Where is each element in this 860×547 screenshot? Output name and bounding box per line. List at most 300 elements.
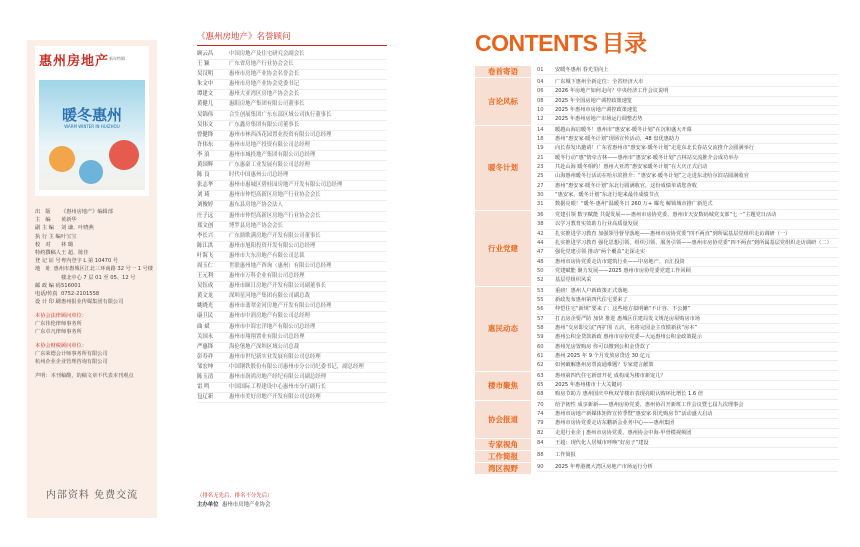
advisor-row xyxy=(197,151,387,161)
info-label: 主 编 xyxy=(35,217,51,224)
advisor-org: 惠州市房地产投资有限公司总经理 xyxy=(229,141,310,148)
contents-header xyxy=(475,25,838,58)
toc-entry-title: 惠州市房协党委走访东鹏新会业务中心——惠州集团 xyxy=(555,420,675,427)
toc-page-number: 59 xyxy=(537,334,544,341)
sponsor-name: 惠州市房地产业协会 xyxy=(222,502,271,508)
advisor-name: 吴汉明 xyxy=(197,71,214,78)
advisor-row xyxy=(197,333,387,343)
toc-items xyxy=(537,372,838,400)
toc-page-number: 38 xyxy=(537,221,544,228)
advisor-row xyxy=(197,90,387,100)
info-value: 惠州报业传媒集团有限公司 xyxy=(61,299,124,306)
advisor-org: 惠州市仲恺高新区房地产行业协会会长 xyxy=(229,212,321,219)
sponsor-label: 主办单位 xyxy=(197,502,219,508)
advisor-row xyxy=(197,292,387,302)
advisor-org: 惠州市美好房地产开发有限公司总经理 xyxy=(229,394,321,401)
toc-page-number: 88 xyxy=(537,452,544,459)
advisor-row xyxy=(197,111,387,121)
advisor-org: 广东省房地产行业协会会长 xyxy=(229,61,294,68)
toc-page-number: 55 xyxy=(537,296,544,303)
toc-entry[interactable] xyxy=(537,305,838,314)
toc-entry[interactable] xyxy=(537,191,838,200)
toc-entry[interactable] xyxy=(537,248,838,257)
advisor-org: 惠州市大东房地产有限公司总裁 xyxy=(229,252,305,259)
advisor-org: 广东鑫房集团有限公司董事长 xyxy=(229,121,300,128)
toc-entry[interactable] xyxy=(537,429,838,438)
advisor-row xyxy=(197,252,387,262)
table-of-contents xyxy=(475,66,838,475)
info-row xyxy=(35,298,153,306)
toc-items xyxy=(537,126,838,210)
advisor-org: 世联惠州地产咨询（惠州）有限公司总经理 xyxy=(229,262,332,269)
info-row xyxy=(35,290,153,298)
toc-section xyxy=(475,401,838,439)
advisor-name: 包辽新 xyxy=(197,394,214,401)
toc-entry[interactable] xyxy=(537,258,838,267)
toc-page-number: 30 xyxy=(537,192,544,199)
toc-entry-title: 惠州“惠安家·暖冬计划”东北行圆满收官，这份成绩单请您查收 xyxy=(555,182,697,189)
advisor-org: 合生创展集团广东东部区域公司执行董事长 xyxy=(229,111,332,118)
toc-page-number: 62 xyxy=(537,362,544,369)
advisors-note: （排名无先后，排名不分先后） xyxy=(197,493,273,499)
toc-page-number: 23 xyxy=(537,164,544,171)
toc-entry-title: 惠州公积金贷款新政 惠州市房协党委—大运惠州公积金政策提示 xyxy=(555,334,702,341)
toc-entry[interactable] xyxy=(537,154,838,163)
toc-entry[interactable] xyxy=(537,106,838,115)
advisor-name: 李长兴 xyxy=(197,232,214,239)
cover-masthead: 惠州房地产 xyxy=(39,54,110,69)
toc-entry-title: 购房节助力 惠州国庆中秋双节楼市表现亮眼认购环比增长 1.6 倍 xyxy=(555,391,704,398)
toc-entry-title: 2025 年惠州市房地产调控政策速览 xyxy=(555,107,638,114)
info-label: 特约撰稿人 xyxy=(35,250,61,257)
toc-section-name[interactable]: 惠民动态 xyxy=(475,287,531,371)
toc-entry-title: 强化党建引领 推动“两个覆盖”走深走实 xyxy=(555,249,646,256)
toc-section-name[interactable]: 协会报道 xyxy=(475,401,531,438)
toc-page-number: 63 xyxy=(537,372,544,379)
toc-entry-title: 2025 年惠州房地产市场运行调整态势 xyxy=(555,116,643,123)
advisor-org: 中国房地产及住宅研究会副会长 xyxy=(229,51,305,57)
info-row xyxy=(35,224,153,232)
toc-entry-title: 惠州“交房即交证”再扩围 五店，名将完园金主攻惯新获“房本” xyxy=(555,324,698,331)
advisor-name: 邹宏坤 xyxy=(197,363,214,370)
advisor-org: 惠州市中海宏洋地产有限公司总经理 xyxy=(229,323,316,330)
advisor-name: 雷 鸣 xyxy=(197,384,210,391)
info-row xyxy=(35,233,153,241)
toc-page-number: 56 xyxy=(537,306,544,313)
toc-entry-title: 党建赋能 聚力发展——2025 惠州市房协党委党建工作回顾 xyxy=(555,267,691,274)
toc-entry-title: 扎实推进学习教育 加强领导督导落地——惠州市房协党委“四不两直”到所属基层党组织走访调研（一） xyxy=(555,230,791,237)
toc-entry-title: 新政发布惠州第四代住宅要来了 xyxy=(555,296,628,303)
toc-entry[interactable] xyxy=(537,390,838,399)
toc-entry[interactable] xyxy=(537,66,838,75)
toc-entry[interactable] xyxy=(537,410,838,419)
toc-page-number: 90 xyxy=(537,464,544,471)
toc-entry[interactable] xyxy=(537,115,838,124)
toc-entry[interactable] xyxy=(537,352,838,361)
toc-section xyxy=(475,78,838,126)
balloon-icon xyxy=(79,160,103,184)
toc-entry-title: 数据亮眼！“暖冬·惠州”温暖冬日 260 万+ 曝光 解锁城市推广新范式 xyxy=(555,201,713,208)
info-label xyxy=(35,274,61,282)
advisors-title: 《惠州房地产》名誉顾问 xyxy=(197,32,291,42)
advisor-row xyxy=(197,131,387,141)
info-row xyxy=(35,249,153,257)
info-label: 邮 政 编 码 xyxy=(35,282,61,289)
info-value: 叶宝宝 xyxy=(61,233,77,240)
toc-page-number: 53 xyxy=(537,287,544,294)
advisor-org: 时代中国惠州公司总经理 xyxy=(229,172,289,179)
toc-entry-title: 惠州光房置购房 你可以缴到公积金贷款了 xyxy=(555,343,651,350)
info-value: 王 超、陈佳 xyxy=(61,250,89,257)
toc-items xyxy=(537,451,838,462)
advisor-name: 曲 斌 xyxy=(197,323,210,330)
toc-entry-title: 给予韧性 成享新新——惠州房协党委、惠州协召开新班工作会议暨七届九次理事会 xyxy=(555,401,744,408)
toc-page-number: 31 xyxy=(537,201,544,208)
info-label: 执 行 主 编 xyxy=(35,233,61,240)
info-row xyxy=(35,216,153,224)
advisor-row xyxy=(197,312,387,322)
masthead-panel xyxy=(27,40,157,518)
advisors-column xyxy=(197,30,387,403)
info-label: 副 主 编 xyxy=(35,225,54,232)
advisor-name: 黄健儿 xyxy=(197,101,214,108)
toc-entry-title: 惠州 2025 年 9 个月发放房贷近 30 亿元 xyxy=(555,352,651,359)
advisor-name: 王 颖 xyxy=(197,61,210,68)
advisor-org: 深圳星河地产集团有限公司副总裁 xyxy=(229,293,310,300)
toc-section-name[interactable]: 行业党建 xyxy=(475,211,531,286)
advisor-name: 黄国辉 xyxy=(197,162,214,169)
toc-entry[interactable] xyxy=(537,200,838,209)
advisor-name: 郑文创 xyxy=(197,222,214,229)
toc-page-number: 65 xyxy=(537,382,544,388)
toc-page-number: 36 xyxy=(537,211,544,218)
toc-section xyxy=(475,451,838,463)
toc-section xyxy=(475,439,838,451)
toc-page-number: 70 xyxy=(537,401,544,408)
advisor-row xyxy=(197,373,387,383)
info-row xyxy=(35,265,153,273)
toc-entry[interactable] xyxy=(537,324,838,333)
advisor-row xyxy=(197,171,387,181)
toc-page-number: 58 xyxy=(537,324,544,331)
toc-entry-title: 惠州市房地产新媒体矩阵宣传季暨“惠安家·阳光购房节”活动盛大启动 xyxy=(555,411,713,418)
advisor-name: 王元利 xyxy=(197,273,214,280)
advisor-name: 姚晓光 xyxy=(197,303,214,310)
toc-entry-title: 向长春发出邀请！广东省惠州市“惠安家·暖冬计划”走进东北长春站交流推介会圆满举行 xyxy=(555,145,754,152)
toc-items xyxy=(537,463,838,474)
toc-entry[interactable] xyxy=(537,211,838,220)
info-row xyxy=(35,274,153,282)
advisor-name: 李 浪 xyxy=(197,151,210,158)
advisor-list xyxy=(197,50,387,403)
toc-section-name[interactable]: 楼市聚焦 xyxy=(475,372,531,400)
toc-entry-title: 工作简报 xyxy=(555,452,576,459)
toc-section-name[interactable]: 工作简报 xyxy=(475,451,531,462)
toc-entry-title: 2025 年惠州楼市十大关键词 xyxy=(555,382,622,388)
info-label: 电话/传真 xyxy=(35,291,58,298)
legal-title: 本协会法律顾问单位： xyxy=(35,313,87,320)
advisor-row xyxy=(197,222,387,232)
toc-entry[interactable] xyxy=(537,287,838,296)
advisor-name: 叶海飞 xyxy=(197,252,214,259)
advisor-org: 中国国际工程建设中心惠州市分行副行长 xyxy=(229,384,327,391)
toc-items xyxy=(537,211,838,286)
advisor-name: 曾健锋 xyxy=(197,131,214,138)
advisor-name: 周玉仁 xyxy=(197,262,214,269)
advisor-name: 许伟东 xyxy=(197,141,214,148)
advisor-name: 吴钰成 xyxy=(197,283,214,290)
advisor-row xyxy=(197,393,387,403)
divider xyxy=(197,45,387,46)
advisor-name: 刘俊婷 xyxy=(197,202,214,209)
info-value: 楼北中心 7 层 01 至 05、12 号 xyxy=(61,274,136,281)
toc-entry[interactable] xyxy=(537,361,838,370)
toc-page-number: 19 xyxy=(537,145,544,152)
balloon-icon xyxy=(109,140,139,170)
advisor-row xyxy=(197,121,387,131)
toc-entry-title: 2026 年房地产如何走向？中央经济工作会议说明 xyxy=(555,88,669,95)
toc-page-number: 42 xyxy=(537,230,544,237)
finance-item: 广东荣德会计师事务所有限公司 xyxy=(35,351,108,358)
toc-items xyxy=(537,401,838,438)
advisor-org: 惠州大亚湾区房地产协会会长 xyxy=(229,91,300,98)
toc-page-number: 10 xyxy=(537,107,544,114)
advisor-row xyxy=(197,242,387,252)
toc-entry-title: 王超：现代化人居城市呼唤“好房子”建设 xyxy=(555,440,649,447)
advisor-row xyxy=(197,100,387,110)
toc-entry[interactable] xyxy=(537,463,838,472)
advisor-name: 陈 良 xyxy=(197,172,210,179)
toc-entry[interactable] xyxy=(537,333,838,342)
advisor-row xyxy=(197,272,387,282)
toc-page-number: 82 xyxy=(537,429,544,436)
toc-entry-title: 惠州市房协党委走访市建筑行业——中房地产、百汇投资 xyxy=(555,258,685,265)
toc-page-number: 18 xyxy=(537,136,544,143)
toc-entry[interactable] xyxy=(537,419,838,428)
toc-section-name[interactable]: 暖冬计划 xyxy=(475,126,531,210)
toc-entry-title: 如何破解惠州房票流通难题？专家建言献策 xyxy=(555,362,654,369)
advisor-name: 彭寿祥 xyxy=(197,353,214,360)
advisor-org: 惠州市翡翠金河房地产开发有限公司总经理 xyxy=(229,303,332,310)
toc-entry[interactable] xyxy=(537,163,838,172)
info-value: 黄新华 xyxy=(61,217,77,224)
toc-entry-title: “惠安家，暖冬计划”东北行迎来最佳成绩节点 xyxy=(555,192,659,199)
advisor-row xyxy=(197,282,387,292)
advisor-org: 广东鼎歌满房地产开发有限公司董事长 xyxy=(229,232,321,239)
advisor-row xyxy=(197,232,387,242)
toc-page-number: 25 xyxy=(537,173,544,180)
info-value: 林 璐 xyxy=(61,241,74,248)
toc-section-name[interactable]: 卷首寄语 xyxy=(475,66,531,77)
toc-section xyxy=(475,463,838,475)
toc-entry-title: 暖冬行动“惠”情牵吉林——惠州市“惠安家·暖冬计划”吉林站交流推介会成功举办 xyxy=(555,154,739,161)
toc-items xyxy=(537,78,838,125)
cover-english: WARM WINTER IN HUIZHOU xyxy=(64,124,120,129)
info-label: 登 记 证 号 xyxy=(35,258,61,265)
toc-page-number: 84 xyxy=(537,440,544,447)
cover-headline: 暖冬惠州 xyxy=(61,106,122,124)
info-value: 刘 谦、叶晓燕 xyxy=(61,225,94,232)
advisor-org: 惠东县房地产协会法人 xyxy=(229,202,283,209)
advisor-org: 惠州市万科企业有限公司总经理 xyxy=(229,273,305,280)
toc-entry-title: 惠州第四代住宅新盘开花 成构成为楼市新宠儿？ xyxy=(555,372,666,379)
toc-entry[interactable] xyxy=(537,87,838,96)
contents-en: CONTENTS xyxy=(475,30,598,56)
toc-entry[interactable] xyxy=(537,343,838,352)
advisor-name: 谭建文 xyxy=(197,91,214,98)
toc-entry-title: 走进行业企 | 惠州市房协党委、惠州协会中海·甲骨模视频团 xyxy=(555,429,692,436)
advisor-name: 吴伟文 xyxy=(197,121,214,128)
advisor-org: 中国钢铁股份有限公司惠州市分公司纪委书记，副总经理 xyxy=(229,363,364,370)
info-row xyxy=(35,257,153,265)
advisor-org: 惠州市林西西花园置业投资有限公司总经理 xyxy=(229,131,332,138)
info-label: 地 址 xyxy=(35,266,51,273)
info-row xyxy=(35,241,153,249)
advisor-name: 陈江洪 xyxy=(197,242,214,249)
cover-illustration xyxy=(39,80,145,190)
toc-page-number: 08 xyxy=(537,97,544,104)
toc-page-number: 06 xyxy=(537,88,544,95)
toc-entry-title: 广东城下惠州全新定位：全省经济大市 xyxy=(555,79,644,85)
toc-entry[interactable] xyxy=(537,315,838,324)
toc-items xyxy=(537,287,838,371)
legal-advisors xyxy=(35,312,153,336)
toc-entry[interactable] xyxy=(537,239,838,248)
advisor-row xyxy=(197,80,387,90)
advisor-row xyxy=(197,262,387,272)
advisor-org: 惠州市仲恺高新区房地产行业协会会长 xyxy=(229,192,321,199)
toc-entry-title: 共赴山海 暖冬相约！惠州大亚湾“惠安家暖冬计划”在大庆正式启动 xyxy=(555,164,708,171)
advisor-org: 惠州市旭阳投资开发有限公司总经理 xyxy=(229,242,316,249)
toc-entry[interactable] xyxy=(537,451,838,460)
info-value: 516001 xyxy=(61,282,81,289)
advisor-org: 惠州市中润房地产有限公司总经理 xyxy=(229,313,310,320)
toc-section-name[interactable]: 专家视角 xyxy=(475,439,531,450)
toc-page-number: 21 xyxy=(537,154,544,161)
advisor-row xyxy=(197,383,387,393)
toc-entry[interactable] xyxy=(537,126,838,135)
toc-entry[interactable] xyxy=(537,182,838,191)
toc-page-number: 12 xyxy=(537,116,544,123)
advisor-name: 关国永 xyxy=(197,333,214,340)
advisor-org: 惠州市房地产业协会名誉会长 xyxy=(229,71,300,78)
advisor-row xyxy=(197,141,387,151)
toc-section xyxy=(475,66,838,78)
toc-page-number: 79 xyxy=(537,420,544,427)
toc-entry[interactable] xyxy=(537,296,838,305)
magazine-cover[interactable] xyxy=(35,46,149,196)
legal-item: 广东卓凡律师事务所 xyxy=(35,329,82,336)
toc-entry-title: 暖越山海启暖冬！惠州市“惠安家·暖冬计划”在沉和盛大开幕 xyxy=(555,126,692,133)
advisor-row xyxy=(197,181,387,191)
toc-entry[interactable] xyxy=(537,439,838,448)
advisor-name: 张志华 xyxy=(197,182,214,189)
toc-page-number: 04 xyxy=(537,79,544,85)
advisor-row xyxy=(197,323,387,333)
toc-page-number: 68 xyxy=(537,391,544,398)
toc-section-name[interactable]: 言论风标 xyxy=(475,78,531,125)
advisor-org: 惠州市城投地产集团有限公司总经理 xyxy=(229,151,316,158)
cover-subtitle: 新年特辑 xyxy=(109,56,125,61)
toc-entry-title: 仲恺住宅“新规”要来了：这些地方拟明确“不计容、不公摊” xyxy=(555,306,691,313)
toc-items xyxy=(537,439,838,450)
advisor-row xyxy=(197,191,387,201)
advisor-row xyxy=(197,70,387,80)
toc-entry-title: 重磅！惠州人户新政策正式落地 xyxy=(555,287,628,294)
legal-item: 广东伟伦律师事务所 xyxy=(35,321,82,328)
contents-zh: 目录 xyxy=(601,30,647,56)
advisor-row xyxy=(197,50,387,60)
advisor-org: 惠州市房地产业协会党委书记 xyxy=(229,81,300,88)
advisors-note-block xyxy=(197,492,272,510)
toc-section-name[interactable]: 湾区视野 xyxy=(475,463,531,474)
toc-entry[interactable] xyxy=(537,97,838,106)
advisor-row xyxy=(197,212,387,222)
toc-entry[interactable] xyxy=(537,267,838,276)
advisor-row xyxy=(197,161,387,171)
toc-section xyxy=(475,211,838,287)
info-value: 惠州市惠城区江北三环南路 32 号一 1 号楼 xyxy=(53,266,153,273)
toc-entry-title: 党建引领 数字赋能 共促发展——惠州市房协党委、惠州市天安数码城党支部“七一”主题党日活动 xyxy=(555,211,777,218)
info-value: 0752-2101558 xyxy=(61,291,100,298)
info-label: 设 计 印 刷 xyxy=(35,299,61,306)
toc-entry-title: 惠州“惠安家·暖冬计划”现场宣传活动，48 盘优惠助力 xyxy=(555,136,680,143)
advisor-row xyxy=(197,60,387,70)
toc-entry[interactable] xyxy=(537,135,838,144)
toc-entry-title: 山海惠州暖冬行活动在哈尔滨推介：“惠安家·暖冬计划”之走进东北哈尔滨站圆满收官 xyxy=(555,173,749,180)
info-value: 粤内登字 L 第 10470 号 xyxy=(61,258,119,265)
toc-entry[interactable] xyxy=(537,144,838,153)
toc-entry[interactable] xyxy=(537,220,838,229)
info-label: 出 版 xyxy=(35,209,51,215)
advisor-row xyxy=(197,363,387,373)
toc-entry[interactable] xyxy=(537,230,838,239)
toc-entry[interactable] xyxy=(537,401,838,410)
toc-entry-title: 安暖冬惠州 春光里向上 xyxy=(555,67,609,73)
toc-page-number: 50 xyxy=(537,267,544,274)
toc-section xyxy=(475,126,838,211)
publication-info xyxy=(35,208,153,381)
advisor-name: 陈玉清 xyxy=(197,374,214,380)
toc-entry[interactable] xyxy=(537,78,838,87)
advisor-org: 惠州市世纪新实业发展有限公司总经理 xyxy=(229,353,321,360)
balloon-icon xyxy=(49,146,75,172)
toc-entry-title: 基层党组织风采 xyxy=(555,277,592,284)
toc-page-number: 48 xyxy=(537,258,544,265)
advisor-row xyxy=(197,343,387,353)
toc-entry[interactable] xyxy=(537,372,838,381)
advisor-row xyxy=(197,201,387,211)
toc-entry-title: 打击房企要严防 加快 推进 惠城区住建局发文规范房屋购房市场 xyxy=(555,315,701,322)
toc-section xyxy=(475,287,838,372)
toc-page-number: 01 xyxy=(537,67,544,73)
toc-entry-title: 扎实推进学习教育 强化思想引领、组织引领、服务引领——惠州市房协党委“四不两直”到所属基层党组织走访调研（二） xyxy=(555,239,832,246)
toc-entry-title: 2025 年全国房地产调控政策速览 xyxy=(555,97,633,104)
bottom-note: 内部资料 免费交流 xyxy=(45,490,139,501)
toc-page-number: 14 xyxy=(537,126,544,133)
toc-entry[interactable] xyxy=(537,381,838,390)
info-row xyxy=(35,208,153,216)
toc-page-number: 47 xyxy=(537,249,544,256)
advisor-org: 广东惠豪工业发展有限公司总经理 xyxy=(229,162,310,169)
advisor-org: 惠州市颐日房地产开发有限公司副董事长 xyxy=(229,283,327,290)
info-value: 《惠州房地产》编辑部 xyxy=(61,209,113,215)
finance-title: 本协会财税顾问单位： xyxy=(35,343,87,350)
toc-items xyxy=(537,66,838,77)
advisor-row xyxy=(197,353,387,363)
toc-entry[interactable] xyxy=(537,172,838,181)
toc-entry[interactable] xyxy=(537,276,838,285)
